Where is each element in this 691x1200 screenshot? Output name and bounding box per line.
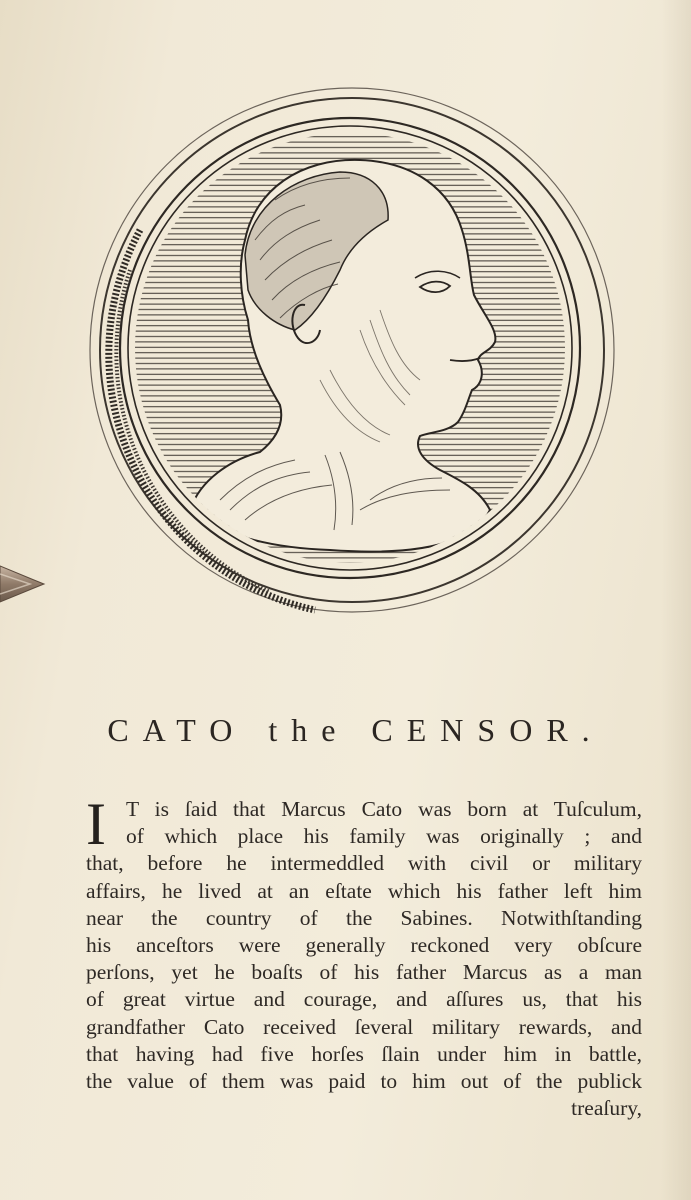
arrow-pointer-icon: [0, 560, 48, 606]
text-line: perſons, yet he boaſts of his father Marcus as a man: [86, 960, 642, 985]
chapter-title: CATO the CENSOR.: [107, 712, 604, 748]
portrait-medallion: [70, 80, 630, 620]
text-line: affairs, he lived at an eſtate which his father left him: [86, 878, 642, 903]
text-line: of great virtue and courage, and aſſures us, that his: [86, 987, 642, 1012]
text-line: T is ſaid that Marcus Cato was born at Tuſculum,: [126, 797, 642, 821]
text-line: near the country of the Sabines. Notwithſtanding: [86, 905, 642, 930]
text-line: that having had five horſes ſlain under him in battle,: [86, 1041, 642, 1066]
text-line: the value of them was paid to him out of the publick: [86, 1068, 642, 1093]
text-line: of which place his family was originally ; and: [126, 824, 642, 849]
body-text: [86, 791, 642, 1122]
text-line: that, before he intermeddled with civil or military: [86, 851, 642, 876]
catchword: treaſury,: [571, 1096, 642, 1121]
text-line: grandfather Cato received ſeveral military rewards, and: [86, 1014, 642, 1039]
page-edge-shadow: [661, 0, 691, 1200]
text-line: his anceſtors were generally reckoned very obſcure: [86, 932, 642, 957]
drop-cap: I: [86, 791, 106, 857]
